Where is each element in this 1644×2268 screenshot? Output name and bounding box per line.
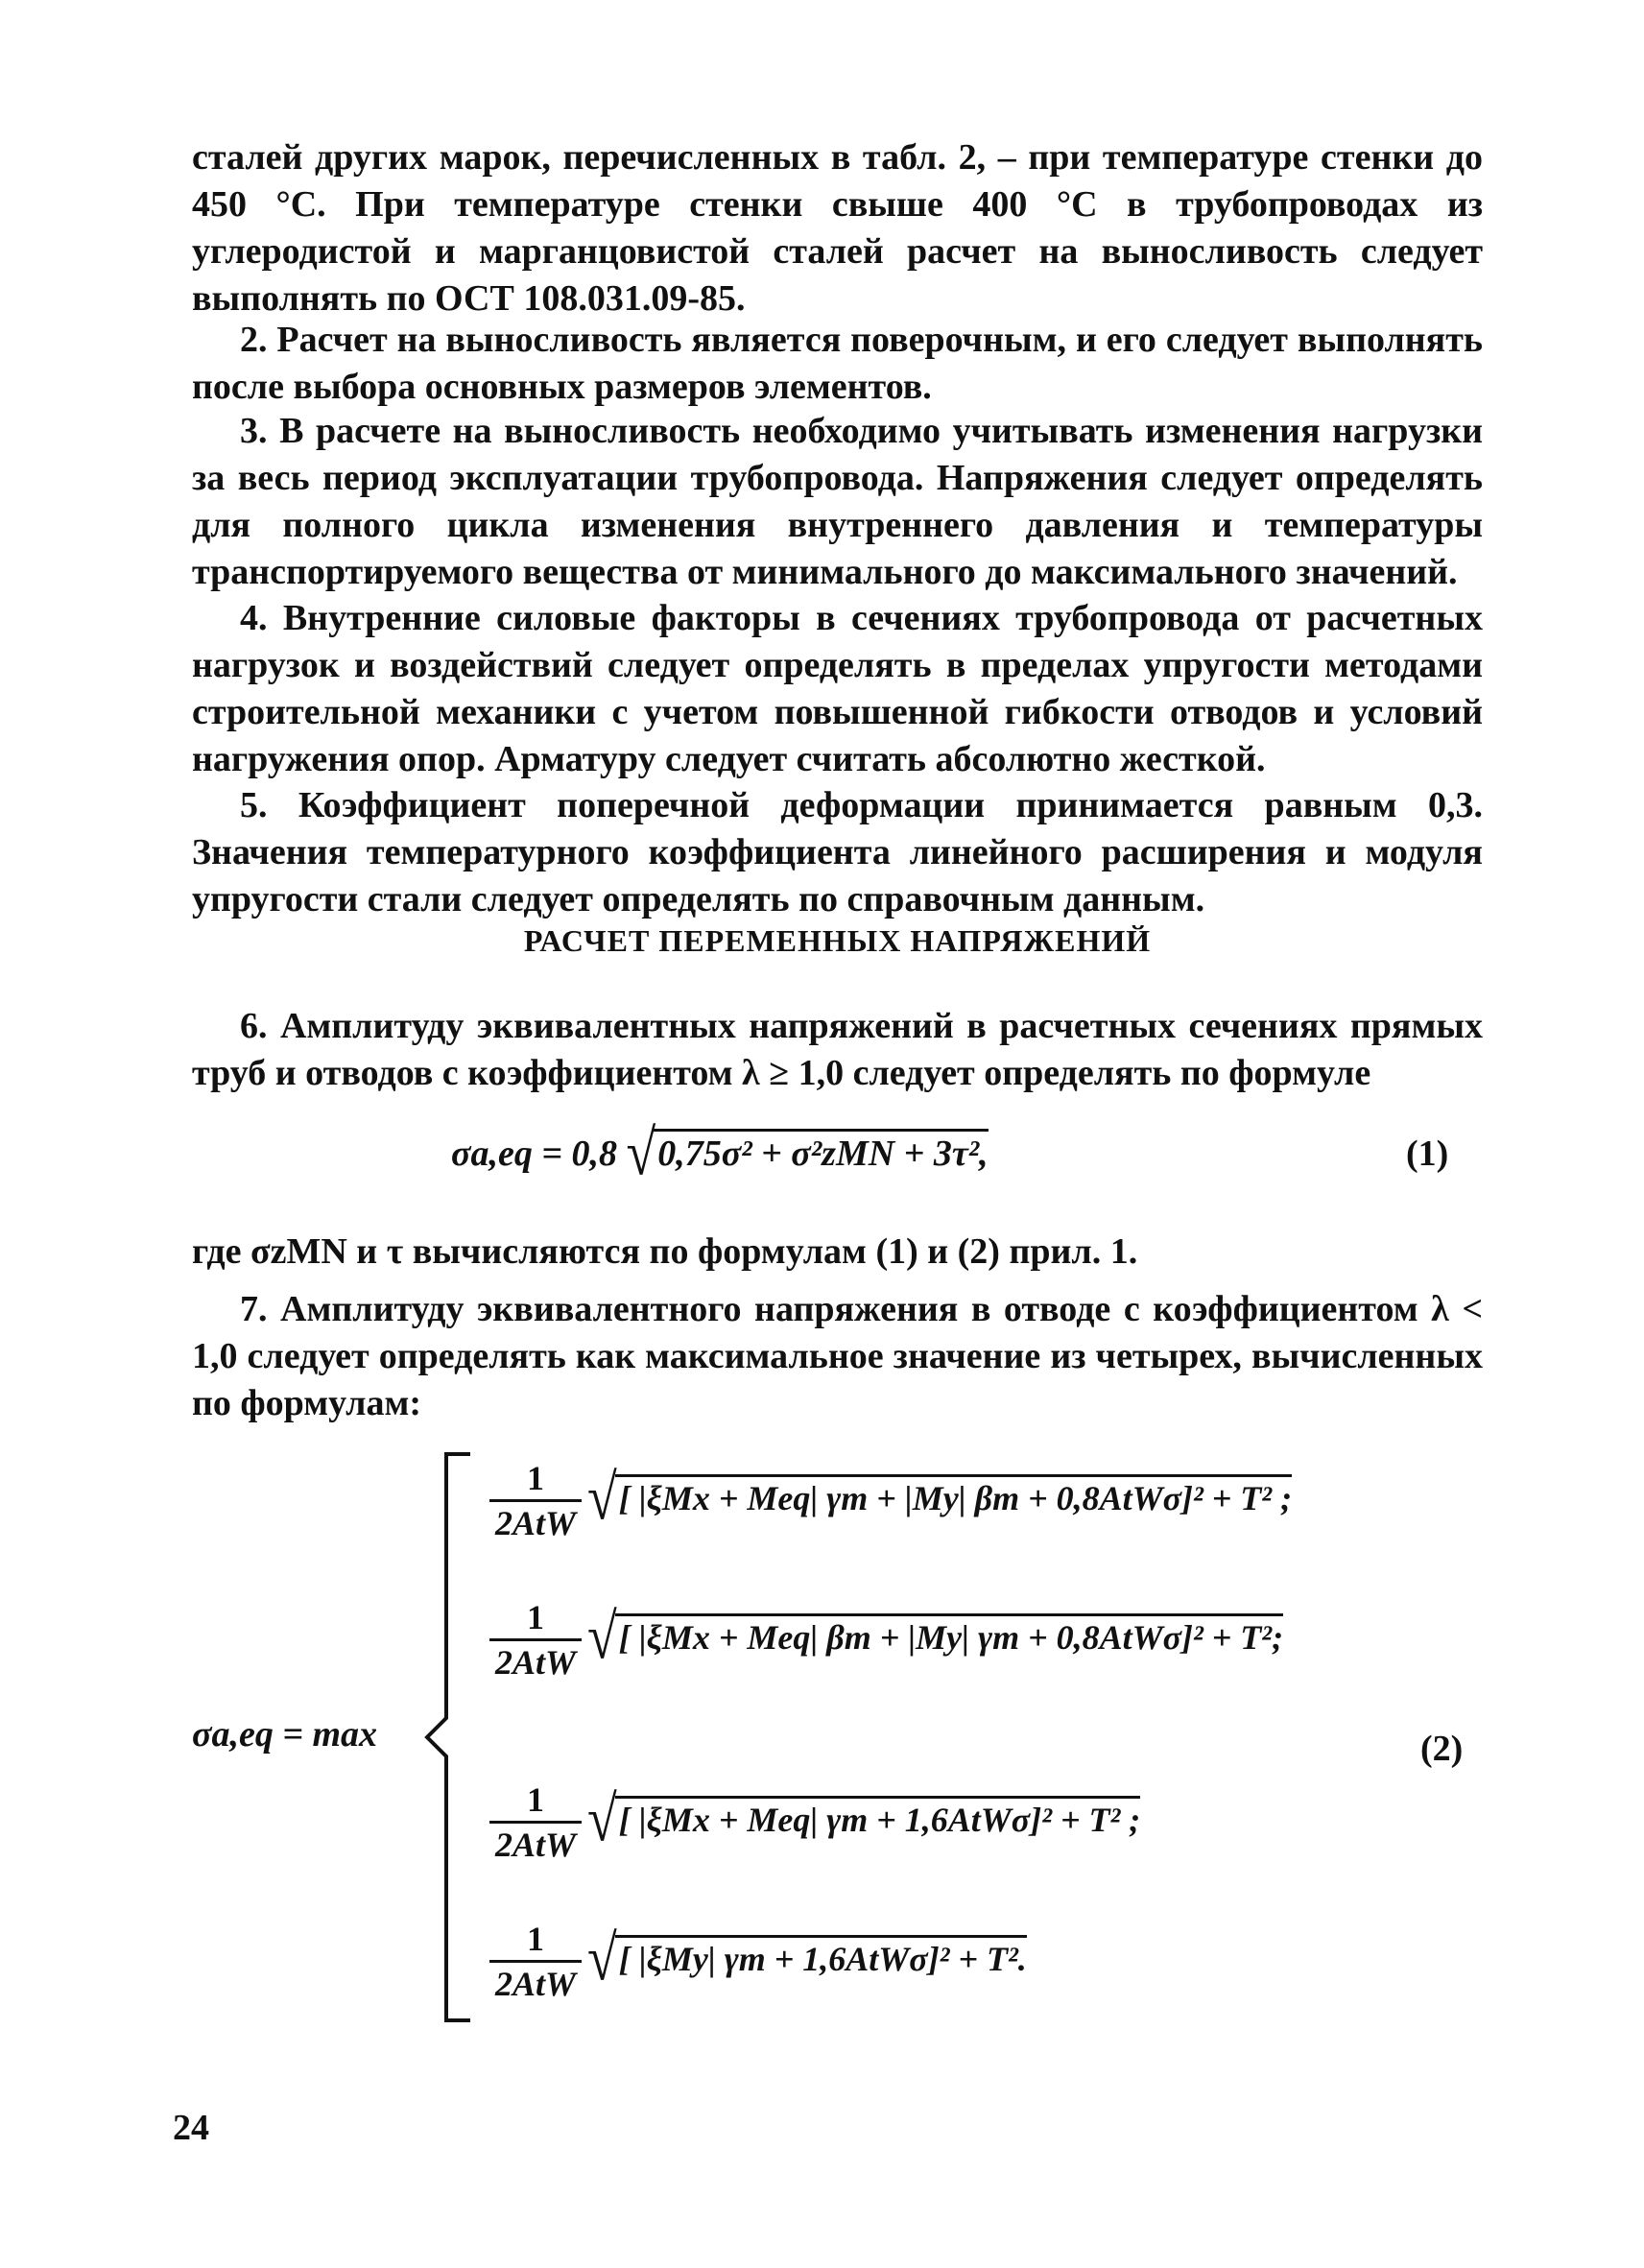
page-number: 24 xyxy=(173,2108,209,2148)
sqrt-symbol: √ xyxy=(626,1117,656,1190)
formula-1-lhs: σa,eq = 0,8 xyxy=(451,1134,618,1174)
sqrt-symbol: √ xyxy=(587,1922,617,1994)
paragraph-5: 5. Коэффициент поперечной деформации принимается равным 0,3. Значения температурного коэффициента линейного расширения и модуля упругости стали следует определять по справочным данным. xyxy=(192,785,1483,919)
paragraph-where: где σzMN и τ вычисляются по формулам (1) и (2) прил. 1. xyxy=(192,1231,1138,1272)
equation-number-1: (1) xyxy=(1406,1134,1449,1174)
paragraph-3: 3. В расчете на выносливость необходимо учитывать изменения нагрузки за весь период эксплуатации трубопровода. Напряжения следует определять для полного цикла изменения внутреннего давления и температуры транспортируемого вещества от минимального до максимального значений. xyxy=(192,411,1483,592)
fraction: $\frac{1}{\text{2AtW}}$ xyxy=(489,1780,582,1866)
formula-1-radicand: 0,75σ² + σ²zMN + 3τ², xyxy=(654,1129,988,1174)
paragraph-6: 6. Амплитуду эквивалентных напряжений в расчетных сечениях прямых труб и отводов с коэффициентом λ ≥ 1,0 следует определять по формуле xyxy=(192,1006,1483,1093)
left-brace xyxy=(417,1449,475,2025)
formula-1 xyxy=(451,1117,989,1190)
paragraph-4: 4. Внутренние силовые факторы в сечениях трубопровода от расчетных нагрузок и воздействий следует определять в пределах упругости методами строительной механики с учетом повышенной гибкости отводов и условий нагружения опор. Арматуру следует считать абсолютно жесткой. xyxy=(192,598,1483,779)
formula-2-case-4: $\frac{1}{\text{2AtW}}$ √[ |ξMy| γm + 1,6AtWσ]² + T². xyxy=(489,1920,1027,2005)
paragraph-7: 7. Амплитуду эквивалентного напряжения в отводе с коэффициентом λ < 1,0 следует определять как максимальное значение из четырех, вычисленных по формулам: xyxy=(192,1289,1483,1423)
fraction: $\frac{1}{\text{2AtW}}$ xyxy=(489,1459,582,1544)
formula-2-case-1: $\frac{1}{\text{2AtW}}$ √[ |ξMx + Meq| γm + |My| βm + 0,8AtWσ]² + T² ; xyxy=(489,1459,1292,1544)
sqrt-symbol: √ xyxy=(587,1462,617,1534)
formula-2-lhs: σa,eq = max xyxy=(192,1714,378,1755)
section-heading: РАСЧЕТ ПЕРЕМЕННЫХ НАПРЯЖЕНИЙ xyxy=(523,923,1152,958)
formula-2-case-2: $\frac{1}{\text{2AtW}}$ √[ |ξMx + Meq| βm + |My| γm + 0,8AtWσ]² + T²; xyxy=(489,1598,1283,1683)
sqrt-symbol: √ xyxy=(587,1601,617,1673)
equation-number-2: (2) xyxy=(1420,1729,1464,1769)
sqrt-symbol: √ xyxy=(587,1783,617,1855)
paragraph-2: 2. Расчет на выносливость является поверочным, и его следует выполнять после выбора основных размеров элементов. xyxy=(192,320,1483,407)
fraction: $\frac{1}{\text{2AtW}}$ xyxy=(489,1598,582,1683)
formula-2-case-3: $\frac{1}{\text{2AtW}}$ √[ |ξMx + Meq| γm + 1,6AtWσ]² + T² ; xyxy=(489,1780,1140,1866)
fraction: $\frac{1}{\text{2AtW}}$ xyxy=(489,1920,582,2005)
paragraph-continuation: сталей других марок, перечисленных в табл. 2, – при температуре стенки до 450 °С. При температуре стенки свыше 400 °С в трубопроводах из углеродистой и марганцовистой сталей расчет на выносливость следует выполнять по ОСТ 108.031.09-85. xyxy=(192,137,1483,319)
